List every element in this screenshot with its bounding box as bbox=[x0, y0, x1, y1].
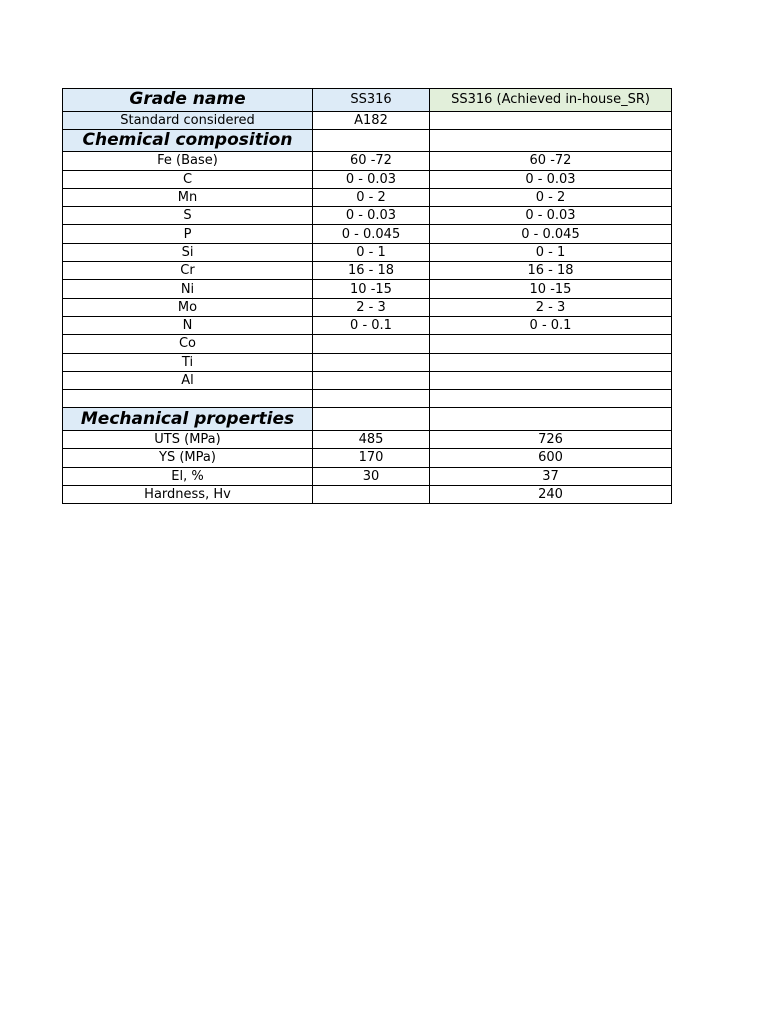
achieved-value-cell[interactable] bbox=[430, 353, 672, 371]
standard-value-cell[interactable]: 30 bbox=[313, 467, 430, 485]
element-cell[interactable]: C bbox=[63, 170, 313, 188]
achieved-value-cell[interactable]: 0 - 0.03 bbox=[430, 170, 672, 188]
element-cell[interactable]: Cr bbox=[63, 262, 313, 280]
standard-value-cell[interactable]: 2 - 3 bbox=[313, 298, 430, 316]
achieved-value-cell[interactable] bbox=[430, 335, 672, 353]
standard-value-cell[interactable]: 10 -15 bbox=[313, 280, 430, 298]
standard-value-cell[interactable]: 0 - 1 bbox=[313, 243, 430, 261]
property-cell[interactable]: Hardness, Hv bbox=[63, 485, 313, 503]
mechanical-properties-empty-1[interactable] bbox=[313, 408, 430, 431]
standard-value-cell[interactable]: 0 - 0.03 bbox=[313, 170, 430, 188]
table-row bbox=[63, 225, 672, 243]
grade-comparison-table bbox=[62, 88, 672, 504]
element-cell[interactable]: Ni bbox=[63, 280, 313, 298]
standard-considered-label[interactable]: Standard considered bbox=[63, 111, 313, 129]
table-row bbox=[63, 430, 672, 448]
element-cell[interactable]: Ti bbox=[63, 353, 313, 371]
mechanical-properties-empty-2[interactable] bbox=[430, 408, 672, 431]
chemical-composition-header-row bbox=[63, 129, 672, 152]
grade-name-standard[interactable]: SS316 bbox=[313, 89, 430, 112]
achieved-value-cell[interactable]: 16 - 18 bbox=[430, 262, 672, 280]
table-row bbox=[63, 335, 672, 353]
element-cell[interactable]: Si bbox=[63, 243, 313, 261]
table-row bbox=[63, 353, 672, 371]
table-row bbox=[63, 485, 672, 503]
empty-cell[interactable] bbox=[430, 390, 672, 408]
achieved-value-cell[interactable]: 0 - 2 bbox=[430, 188, 672, 206]
standard-considered-row bbox=[63, 111, 672, 129]
grade-name-achieved[interactable]: SS316 (Achieved in-house_SR) bbox=[430, 89, 672, 112]
table-row bbox=[63, 467, 672, 485]
mechanical-properties-title[interactable]: Mechanical properties bbox=[63, 408, 313, 431]
achieved-value-cell[interactable]: 10 -15 bbox=[430, 280, 672, 298]
standard-value-cell[interactable]: 485 bbox=[313, 430, 430, 448]
standard-value-cell[interactable] bbox=[313, 353, 430, 371]
mechanical-properties-header-row bbox=[63, 408, 672, 431]
achieved-value-cell[interactable]: 240 bbox=[430, 485, 672, 503]
achieved-value-cell[interactable]: 2 - 3 bbox=[430, 298, 672, 316]
element-cell[interactable]: Al bbox=[63, 371, 313, 389]
property-cell[interactable]: El, % bbox=[63, 467, 313, 485]
achieved-value-cell[interactable]: 726 bbox=[430, 430, 672, 448]
property-cell[interactable]: YS (MPa) bbox=[63, 449, 313, 467]
table-row bbox=[63, 207, 672, 225]
standard-value-cell[interactable]: 60 -72 bbox=[313, 152, 430, 170]
standard-considered-value[interactable]: A182 bbox=[313, 111, 430, 129]
element-cell[interactable]: Mn bbox=[63, 188, 313, 206]
property-cell[interactable]: UTS (MPa) bbox=[63, 430, 313, 448]
table-row bbox=[63, 449, 672, 467]
standard-value-cell[interactable]: 16 - 18 bbox=[313, 262, 430, 280]
table-row bbox=[63, 316, 672, 334]
empty-cell[interactable] bbox=[313, 390, 430, 408]
empty-spacer-row bbox=[63, 390, 672, 408]
grade-name-row bbox=[63, 89, 672, 112]
standard-value-cell[interactable]: 0 - 0.03 bbox=[313, 207, 430, 225]
table-row bbox=[63, 170, 672, 188]
standard-value-cell[interactable]: 0 - 2 bbox=[313, 188, 430, 206]
element-cell[interactable]: N bbox=[63, 316, 313, 334]
empty-cell[interactable] bbox=[63, 390, 313, 408]
element-cell[interactable]: S bbox=[63, 207, 313, 225]
standard-value-cell[interactable] bbox=[313, 335, 430, 353]
achieved-value-cell[interactable]: 0 - 1 bbox=[430, 243, 672, 261]
standard-considered-achieved[interactable] bbox=[430, 111, 672, 129]
table-row bbox=[63, 280, 672, 298]
achieved-value-cell[interactable]: 0 - 0.03 bbox=[430, 207, 672, 225]
achieved-value-cell[interactable]: 37 bbox=[430, 467, 672, 485]
element-cell[interactable]: Mo bbox=[63, 298, 313, 316]
standard-value-cell[interactable]: 0 - 0.045 bbox=[313, 225, 430, 243]
table-row bbox=[63, 371, 672, 389]
table-row bbox=[63, 262, 672, 280]
achieved-value-cell[interactable]: 0 - 0.045 bbox=[430, 225, 672, 243]
chemical-composition-title[interactable]: Chemical composition bbox=[63, 129, 313, 152]
achieved-value-cell[interactable]: 60 -72 bbox=[430, 152, 672, 170]
element-cell[interactable]: Fe (Base) bbox=[63, 152, 313, 170]
achieved-value-cell[interactable]: 600 bbox=[430, 449, 672, 467]
achieved-value-cell[interactable] bbox=[430, 371, 672, 389]
element-cell[interactable]: Co bbox=[63, 335, 313, 353]
element-cell[interactable]: P bbox=[63, 225, 313, 243]
grade-name-label[interactable]: Grade name bbox=[63, 89, 313, 112]
chemical-composition-empty-1[interactable] bbox=[313, 129, 430, 152]
standard-value-cell[interactable]: 0 - 0.1 bbox=[313, 316, 430, 334]
table-row bbox=[63, 188, 672, 206]
standard-value-cell[interactable] bbox=[313, 371, 430, 389]
table-row bbox=[63, 298, 672, 316]
chemical-composition-empty-2[interactable] bbox=[430, 129, 672, 152]
standard-value-cell[interactable]: 170 bbox=[313, 449, 430, 467]
table-row bbox=[63, 243, 672, 261]
standard-value-cell[interactable] bbox=[313, 485, 430, 503]
table-row bbox=[63, 152, 672, 170]
achieved-value-cell[interactable]: 0 - 0.1 bbox=[430, 316, 672, 334]
